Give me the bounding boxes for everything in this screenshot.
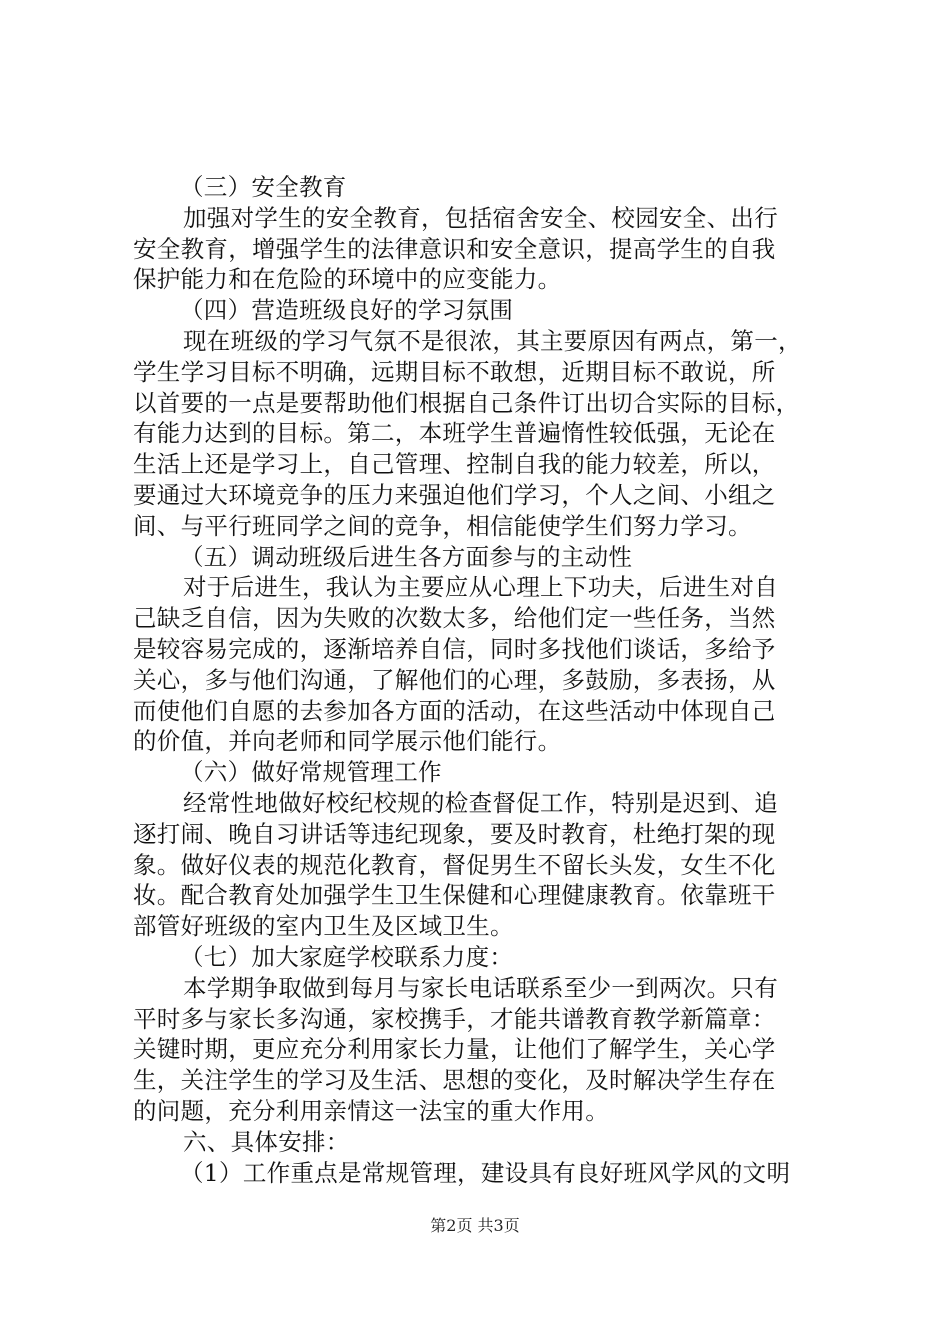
text-line: 平时多与家长多沟通，家校携手，才能共谱教育教学新篇章： bbox=[133, 1004, 776, 1033]
document-body bbox=[133, 172, 848, 1188]
text-line: 妆。配合教育处加强学生卫生保健和心理健康教育。依靠班干 bbox=[133, 881, 776, 910]
text-line: 的价值，并向老师和同学展示他们能行。 bbox=[133, 727, 562, 756]
text-line: 关键时期，更应充分利用家长力量，让他们了解学生，关心学 bbox=[133, 1035, 776, 1064]
text-line: 而使他们自愿的去参加各方面的活动，在这些活动中体现自己 bbox=[133, 696, 776, 725]
text-line: 现在班级的学习气氛不是很浓，其主要原因有两点，第一， bbox=[183, 326, 802, 355]
text-line: 的问题，充分利用亲情这一法宝的重大作用。 bbox=[133, 1096, 609, 1125]
section-heading-line: （四）营造班级良好的学习氛围 bbox=[180, 296, 514, 325]
text-line: 六、具体安排： bbox=[183, 1127, 350, 1156]
section-heading-line: （七）加大家庭学校联系力度： bbox=[180, 942, 514, 971]
text-line: 本学期争取做到每月与家长电话联系至少一到两次。只有 bbox=[183, 973, 778, 1002]
text-line: 学生学习目标不明确，远期目标不敢想，近期目标不敢说，所 bbox=[133, 357, 776, 386]
text-line: 生，关注学生的学习及生活、思想的变化，及时解决学生存在 bbox=[133, 1066, 776, 1095]
text-line: 是较容易完成的，逐渐培养自信，同时多找他们谈话，多给予 bbox=[133, 634, 776, 663]
page-footer: 第2页 共3页 bbox=[430, 1216, 520, 1235]
text-line: 关心，多与他们沟通，了解他们的心理，多鼓励，多表扬，从 bbox=[133, 665, 776, 694]
text-line: 对于后进生，我认为主要应从心理上下功夫，后进生对自 bbox=[183, 573, 778, 602]
text-line: 逐打闹、晚自习讲话等违纪现象，要及时教育，杜绝打架的现 bbox=[133, 819, 776, 848]
text-line: 要通过大环境竞争的压力来强迫他们学习，个人之间、小组之 bbox=[133, 480, 776, 509]
text-line: 己缺乏自信，因为失败的次数太多，给他们定一些任务，当然 bbox=[133, 604, 776, 633]
section-heading-line: （五）调动班级后进生各方面参与的主动性 bbox=[180, 542, 633, 571]
text-line: 部管好班级的室内卫生及区域卫生。 bbox=[133, 912, 514, 941]
text-line: 间、与平行班同学之间的竞争，相信能使学生们努力学习。 bbox=[133, 511, 752, 540]
section-heading-line: （1）工作重点是常规管理，建设具有良好班风学风的文明 bbox=[180, 1158, 791, 1187]
text-line: 象。做好仪表的规范化教育，督促男生不留长头发，女生不化 bbox=[133, 850, 776, 879]
text-line: 经常性地做好校纪校规的检查督促工作，特别是迟到、追 bbox=[183, 788, 778, 817]
section-heading-line: （三）安全教育 bbox=[180, 173, 347, 201]
text-line: 安全教育，增强学生的法律意识和安全意识，提高学生的自我 bbox=[133, 234, 776, 263]
text-line: 有能力达到的目标。第二，本班学生普遍惰性较低强，无论在 bbox=[133, 419, 776, 448]
text-line: 生活上还是学习上，自己管理、控制自我的能力较差，所以， bbox=[133, 450, 776, 479]
section-heading-line: （六）做好常规管理工作 bbox=[180, 758, 442, 787]
text-line: 加强对学生的安全教育，包括宿舍安全、校园安全、出行 bbox=[183, 203, 778, 232]
text-line: 保护能力和在危险的环境中的应变能力。 bbox=[133, 265, 562, 294]
text-line: 以首要的一点是要帮助他们根据自己条件订出切合实际的目标， bbox=[133, 388, 800, 417]
